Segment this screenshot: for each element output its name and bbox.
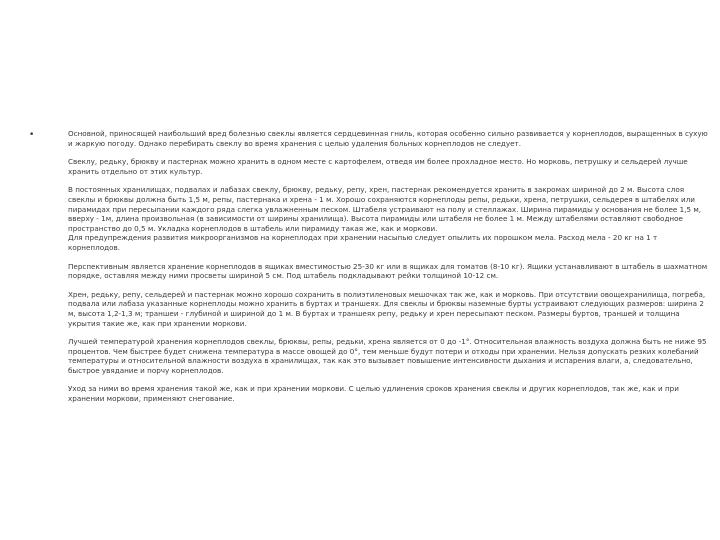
paragraph-bags-and-clamps: Хрен, редьку, репу, сельдерей и пастернак можно хорошо сохранить в полиэтиленовых мешочках так же, как и морковь. При отсутствии овощехранилища, погреба, подвала или лабаза указанные корнеплоды можно хранить в буртах и траншеях. Для свеклы и брюквы наземные бурты устраивают следующих размеров: ширина 2 м, высота 1,2-1,3 м; траншеи - глубиной и шириной до 1 м. В буртах и траншеях репу, редьку и хрен пересыпают песком. Размеры буртов, траншей и толщина укрытия такие же, как при хранении моркови. <box>68 289 706 328</box>
paragraph-chalk-dusting: Для предупреждения развития микроорганизмов на корнеплодах при хранении насыпью следует опылить их порошком мела. Расход мела - 20 кг на 1 т корнеплодов. <box>68 233 658 252</box>
bullet-marker: • <box>29 130 35 140</box>
paragraph-sugar-beet-rot: Основной, приносящей наибольший вред болезнью свеклы является сердцевинная гниль, которая особенно сильно развивается у корнеплодов, выращенных в сухую и жаркую погоду. Однако перебирать свеклу во время хранения с целью удаления больных корнеплодов не следует. <box>68 129 708 148</box>
paragraph-box-storage: Перспективным является хранение корнеплодов в ящиках вместимостью 25-30 кг или в ящиках для томатов (8-10 кг). Ящики устанавливают в штабель в шахматном порядке, оставляя между ними просветы шириной 5 см. Под штабель подкладывают рейки толщиной 10-12 см. <box>68 261 708 281</box>
paragraph-permanent-storage: В постоянных хранилищах, подвалах и лабазах свеклу, брюкву, редьку, репу, хрен, пастернак рекомендуется хранить в закромах шириной до 2 м. Высота слоя свеклы и брюквы должна быть 1,5 м, репы, пастернака и хрена - 1 м. Хорошо сохраняются корнеплоды репы, редьки, хрена, петрушки, сельдерея в штабелях или пирамидах при пересыпании каждого ряда слегка увлажненным песком. Штабеля устраивают на полу и стеллажах. Ширина пирамиды у основания не более 1,5 м, вверху - 1м, длина произвольная (в зависимости от ширины хранилища). Высота пирамиды или штабеля не более 1 м. Между штабелями оставляют свободное пространство до 0,5 м. Укладка корнеплодов в штабель или пирамиду такая же, как и моркови. <box>68 185 702 233</box>
paragraph-temperature: Лучшей температурой хранения корнеплодов свеклы, брюквы, репы, редьки, хрена является от 0 до -1°. Относительная влажность воздуха должна быть не ниже 95 процентов. Чем быстрее будет снижена температура в массе овощей до 0°, тем меньше будут потери и отходы при хранении. Нельзя допускать резких колебаний температуры и относительной влажности воздуха в хранилищах, так как это вызывает повышение интенсивности дыхания и испарения влаги, а, следовательно, быстрое увядание и порчу корнеплодов. <box>68 337 707 375</box>
paragraph-care: Уход за ними во время хранения такой же, как и при хранении моркови. С целью удлинения сроков хранения свеклы и других корнеплодов, так же, как и при хранении моркови, применяют снегование. <box>68 384 679 404</box>
paragraph-storage-together: Свеклу, редьку, брюкву и пастернак можно хранить в одном месте с картофелем, отведя им более прохладное место. Но морковь, петрушку и сельдерей лучше хранить отдельно от этих культур. <box>68 157 688 176</box>
text-body <box>68 129 708 413</box>
